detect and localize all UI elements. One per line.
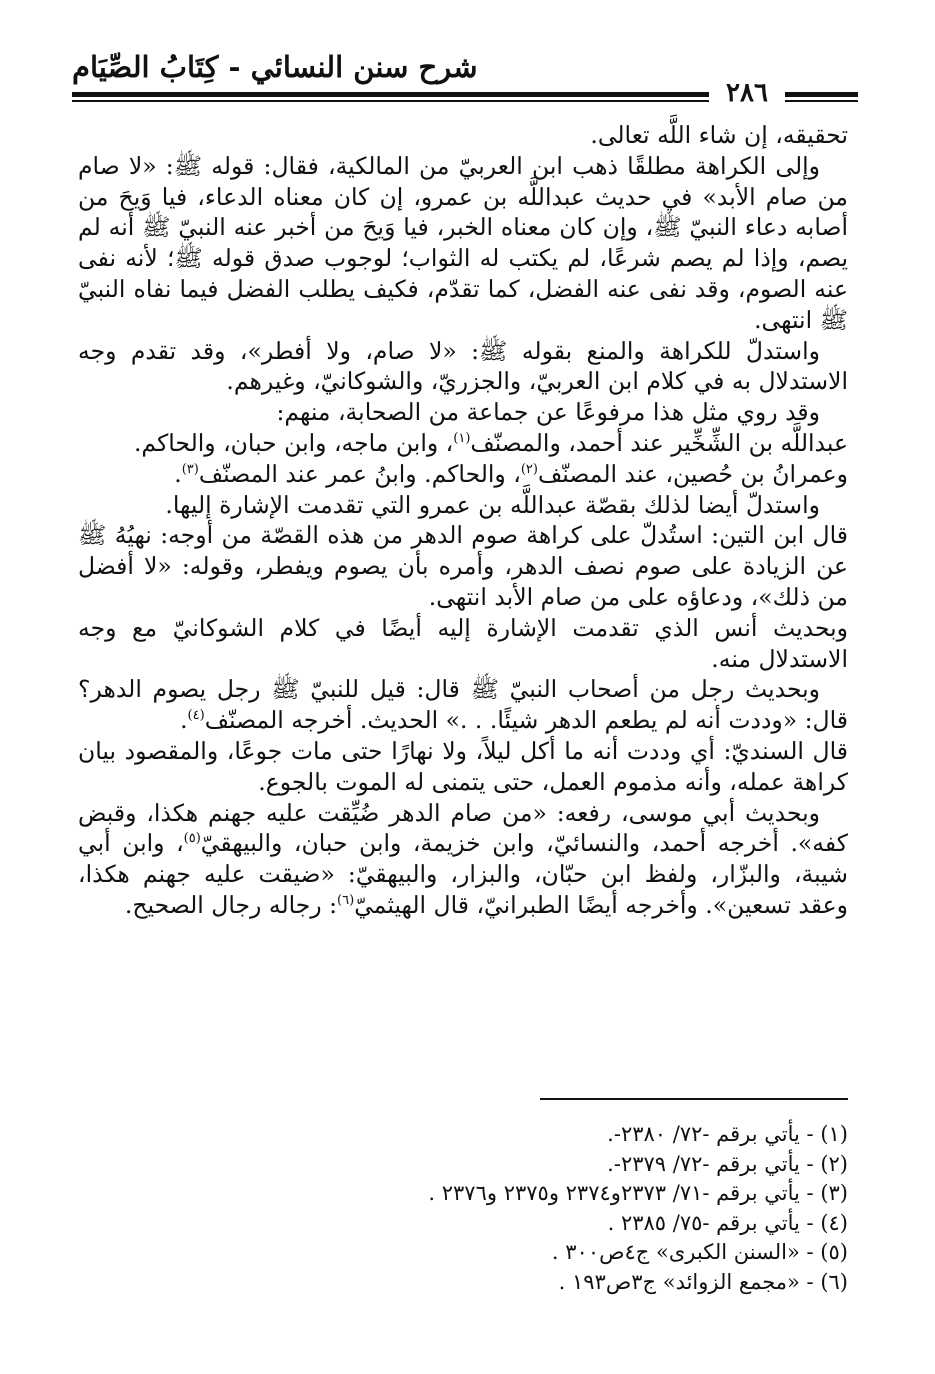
text-run: ، والحاكم. وابنُ عمر عند المصنّف <box>198 459 521 488</box>
footnote: (١) - يأتي برقم -٧٢/ ٢٣٨٠-. <box>607 1122 848 1146</box>
text-run: . <box>174 459 182 488</box>
text-run: عبداللَّه بن الشِّخِّير عند أحمد، والمصنّف <box>470 428 848 457</box>
footnote: (٥) - «السنن الكبرى» ج٤ص٣٠٠ . <box>551 1240 848 1264</box>
footnote: (٢) - يأتي برقم -٧٢/ ٢٣٧٩-. <box>607 1151 848 1176</box>
text-run: . <box>180 706 188 735</box>
text-run: ، وابن أبي شيبة، والبزّار، ولفظ ابن حبّان، والبزار، والبيهقيّ: «ضيقت عليه جهنم هكذا، وعقد تسعين». وأخرجه أيضًا الطبرانيّ، قال الهيثميّ <box>78 829 848 919</box>
paragraph: وإلى الكراهة مطلقًا ذهب ابن العربيّ من المالكية، فقال: قوله ﷺ: «لا صام من صام الأبد» في حديث عبداللَّه بن عمرو، إن كان معناه الدعاء، فيا وَيحَ من أصابه دعاء النبيّ ﷺ، وإن كان معناه الخبر، فيا وَيحَ من أخبر عنه النبيّ ﷺ أنه لم يصم، وإذا لم يصم شرعًا، لم يكتب له الثواب؛ لوجوب صدق قوله ﷺ؛ لأنه نفى عنه الصوم، وقد نفى عنه الفضل، كما تقدّم، فكيف يطلب الفضل فيما نفاه النبيّ ﷺ انتهى. <box>78 151 848 334</box>
paragraph: قال السنديّ: أي وددت أنه ما أكل ليلاً، ولا نهارًا حتى مات جوعًا، والمقصود بيان كراهة عمله، وأنه مذموم العمل، حتى يتمنى له الموت بالجوع. <box>78 736 848 796</box>
footnote: (٦) - «مجمع الزوائد» ج٣ص١٩٣ . <box>558 1269 848 1294</box>
paragraph <box>78 459 848 490</box>
footnote-divider <box>540 1098 848 1100</box>
paragraph: قال ابن التين: استُدلّ على كراهة صوم الدهر من هذه القصّة من أوجه: نهيُهُ ﷺ عن الزيادة على صوم نصف الدهر، وأمره بأن يصوم ويفطر، وقوله: «لا أفضل من ذلك»، ودعاؤه على من صام الأبد انتهى. <box>78 521 848 611</box>
text-run: ، وابن ماجه، وابن حبان، والحاكم. <box>133 428 454 457</box>
paragraph <box>78 798 848 921</box>
running-title: شرح سنن النسائي - كِتَابُ الصِّيَام <box>72 50 478 84</box>
main-text <box>78 120 848 921</box>
paragraph: وقد روي مثل هذا مرفوعًا عن جماعة من الصحابة، منهم: <box>276 398 820 427</box>
footnotes <box>78 1120 848 1297</box>
text-run: وبحديث رجل من أصحاب النبيّ ﷺ قال: قيل للنبيّ ﷺ رجل يصوم الدهر؟ قال: «وددت أنه لم يطعم الدهر شيئًا. . .» الحديث. أخرجه المصنّف <box>78 675 848 735</box>
paragraph <box>78 428 848 459</box>
footnote-marker: (٥) <box>183 831 201 847</box>
footnote: (٣) - يأتي برقم -٧١/ ٢٣٧٣و٢٣٧٤ و٢٣٧٥ و٢٣٧٦ . <box>428 1181 848 1205</box>
paragraph: تحقيقه، إن شاء اللَّه تعالى. <box>590 121 848 149</box>
paragraph: واستدلّ أيضا لذلك بقصّة عبداللَّه بن عمرو التي تقدمت الإشارة إليها. <box>165 490 820 519</box>
text-run: وعمرانُ بن حُصين، عند المصنّف <box>537 459 848 488</box>
footnote-marker: (٣) <box>181 461 199 477</box>
paragraph: واستدلّ للكراهة والمنع بقوله ﷺ: «لا صام، ولا أفطر»، وقد تقدم وجه الاستدلال به في كلام ابن العربيّ، والجزريّ، والشوكانيّ، وغيرهم. <box>78 336 848 396</box>
footnote-marker: (١) <box>453 431 471 447</box>
footnote-marker: (٦) <box>337 893 355 909</box>
page-number: ٢٨٦ <box>709 78 785 108</box>
paragraph <box>78 674 848 736</box>
footnote-marker: (٢) <box>520 461 538 477</box>
footnote: (٤) - يأتي برقم -٧٥/ ٢٣٨٥ . <box>607 1210 848 1235</box>
text-run: وبحديث أبي موسى، رفعه: «من صام الدهر ضُيِّقت عليه جهنم هكذا، وقبض كفه». أخرجه أحمد، والنسائيّ، وابن خزيمة، وابن حبان، والبيهقيّ <box>78 798 848 858</box>
paragraph: وبحديث أنس الذي تقدمت الإشارة إليه أيضًا في كلام الشوكانيّ مع وجه الاستدلال منه. <box>78 613 848 673</box>
text-run: : رجاله رجال الصحيح. <box>124 890 338 919</box>
footnote-marker: (٤) <box>187 708 205 724</box>
